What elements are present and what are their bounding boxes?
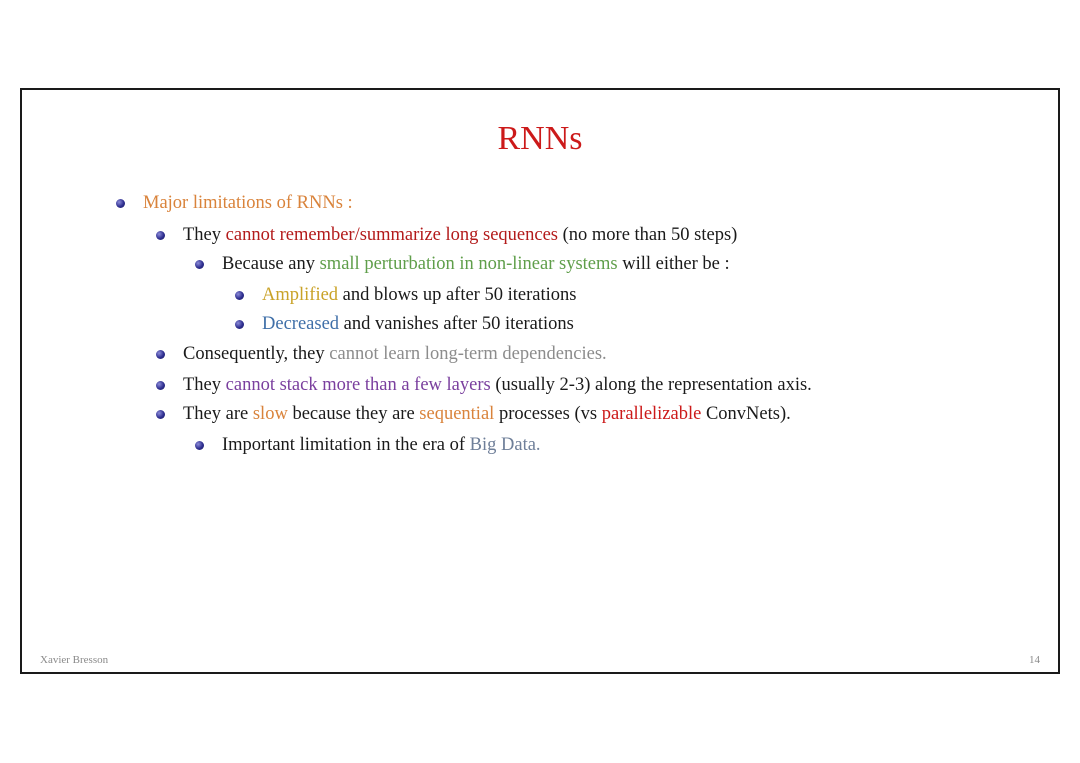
bullet-icon: [235, 291, 244, 300]
text-segment: (usually 2-3) along the representation axis.: [490, 375, 812, 395]
bullet-text: [183, 374, 812, 396]
text-segment: They: [183, 225, 226, 245]
bullet-icon: [195, 441, 204, 450]
bullet-icon: [156, 381, 165, 390]
text-segment: Important limitation in the era of: [222, 435, 470, 455]
text-segment: Because any: [222, 254, 320, 274]
footer-page-number: 14: [1029, 654, 1040, 666]
bullet-icon: [116, 199, 125, 208]
text-segment: processes (vs: [494, 404, 602, 424]
bullet-text: [183, 224, 737, 246]
bullet-amplified: [235, 284, 576, 306]
text-segment: small perturbation in non-linear systems: [319, 254, 618, 274]
text-segment: cannot stack more than a few layers: [225, 375, 491, 395]
bullet-icon: [156, 231, 165, 240]
bullet-big-data: [195, 434, 541, 456]
bullet-text: [143, 192, 353, 214]
text-segment: cannot remember/summarize long sequences: [225, 225, 558, 245]
bullet-text: [183, 403, 791, 425]
bullet-decreased: [235, 313, 574, 335]
text-segment: sequential: [419, 404, 495, 424]
bullet-text: [222, 253, 730, 275]
bullet-consequently: [156, 343, 607, 365]
bullet-icon: [156, 410, 165, 419]
footer-author: Xavier Bresson: [40, 654, 109, 666]
bullet-icon: [235, 320, 244, 329]
text-segment: Major limitations of RNNs :: [143, 193, 353, 213]
text-segment: Big Data.: [469, 435, 541, 455]
bullet-slow-sequential: [156, 403, 791, 425]
slide-title: RNNs: [497, 120, 583, 157]
text-segment: Consequently, they: [183, 344, 330, 364]
text-segment: They are: [183, 404, 253, 424]
text-segment: Decreased: [262, 314, 340, 334]
bullet-cannot-stack: [156, 374, 812, 396]
text-segment: because they are: [287, 404, 420, 424]
text-segment: ConvNets).: [701, 404, 791, 424]
text-segment: and blows up after 50 iterations: [338, 285, 577, 305]
text-segment: slow: [252, 404, 288, 424]
bullet-icon: [195, 260, 204, 269]
bullet-small-perturbation: [195, 253, 730, 275]
text-segment: parallelizable: [601, 404, 702, 424]
bullet-major-limitations: [116, 192, 353, 214]
text-segment: will either be :: [617, 254, 730, 274]
bullet-text: [222, 434, 541, 456]
text-segment: cannot learn long-term dependencies.: [329, 344, 607, 364]
bullet-icon: [156, 350, 165, 359]
bullet-text: [262, 284, 576, 306]
text-segment: Amplified: [262, 285, 339, 305]
bullet-text: [262, 313, 574, 335]
bullet-text: [183, 343, 607, 365]
text-segment: They: [183, 375, 226, 395]
slide-frame: [20, 88, 1060, 674]
text-segment: and vanishes after 50 iterations: [339, 314, 574, 334]
bullet-cannot-remember: [156, 224, 737, 246]
text-segment: (no more than 50 steps): [558, 225, 738, 245]
